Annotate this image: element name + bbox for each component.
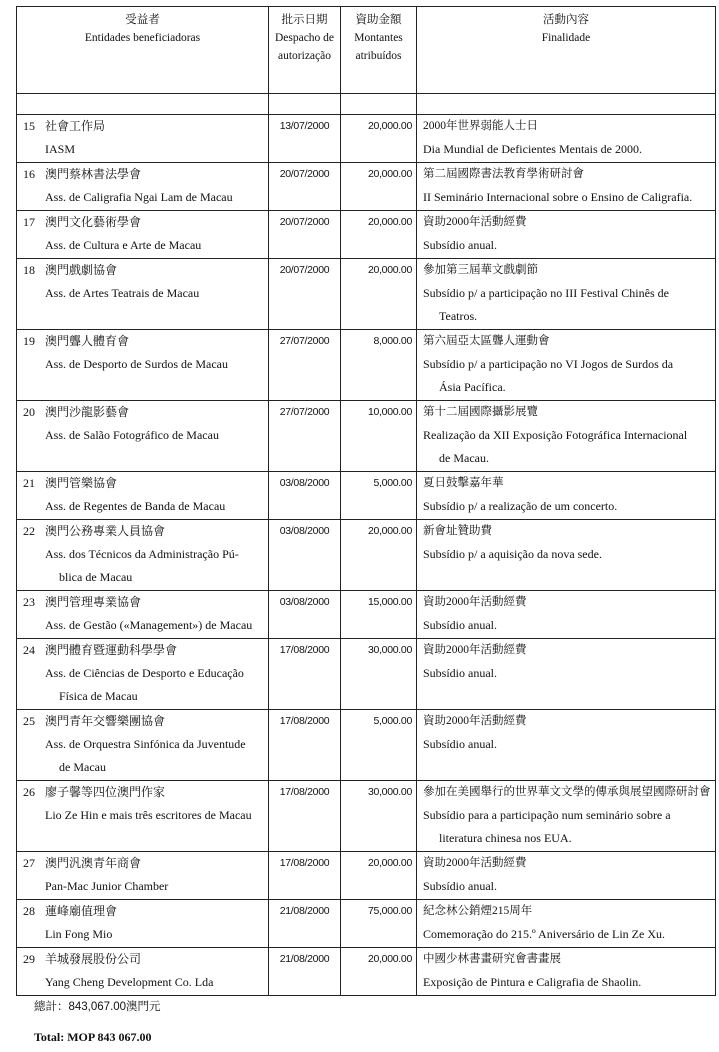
entity-cell	[17, 710, 269, 781]
table-body	[17, 94, 716, 996]
grants-table	[16, 6, 716, 996]
amount-cell: 5,000.00	[341, 710, 417, 781]
header-purpose: 活動內容 Finalidade	[417, 7, 716, 94]
entity-cell	[17, 211, 269, 259]
purpose-pt: Subsídio para a participação num seminário sobre a	[423, 808, 671, 822]
row-number: 16	[23, 167, 35, 181]
purpose-zh: 第二屆國際書法教育學術研討會	[423, 168, 584, 180]
entity-cell	[17, 781, 269, 852]
entity-pt-cont: blica de Macau	[59, 570, 133, 584]
amount-cell: 8,000.00	[341, 330, 417, 401]
entity-pt-cont: Física de Macau	[59, 689, 138, 703]
purpose-zh: 資助2000年活動經費	[423, 644, 527, 656]
date-cell: 17/08/2000	[269, 781, 341, 852]
table-row	[17, 852, 716, 900]
entity-zh: 澳門沙龍影藝會	[45, 405, 130, 419]
purpose-pt: Subsídio anual.	[423, 737, 497, 751]
purpose-pt: Subsídio p/ a aquisição da nova sede.	[423, 547, 602, 561]
entity-pt: Ass. de Desporto de Surdos de Macau	[45, 357, 228, 371]
table-row	[17, 115, 716, 163]
amount-cell: 20,000.00	[341, 163, 417, 211]
purpose-zh: 紀念林公銷煙215周年	[423, 905, 533, 917]
table-row	[17, 710, 716, 781]
table-header	[17, 7, 716, 94]
date-cell: 03/08/2000	[269, 472, 341, 520]
entity-cell	[17, 259, 269, 330]
purpose-zh: 參加第三屆華文戲劇節	[423, 264, 538, 276]
table-row	[17, 520, 716, 591]
purpose-cell	[417, 472, 716, 520]
purpose-pt: Exposição de Pintura e Caligrafia de Shaolin.	[423, 975, 642, 989]
purpose-pt: Dia Mundial de Deficientes Mentais de 2000.	[423, 142, 642, 156]
row-number: 26	[23, 785, 35, 799]
purpose-cell	[417, 520, 716, 591]
purpose-cell	[417, 115, 716, 163]
date-cell: 27/07/2000	[269, 330, 341, 401]
purpose-cell	[417, 781, 716, 852]
purpose-pt: Subsídio anual.	[423, 879, 497, 893]
purpose-pt: Realização da XII Exposição Fotográfica Internacional	[423, 428, 688, 442]
amount-cell: 20,000.00	[341, 948, 417, 996]
entity-pt: Ass. de Artes Teatrais de Macau	[45, 286, 200, 300]
entity-pt: Ass. de Ciências de Desporto e Educação	[45, 666, 244, 680]
table-row	[17, 472, 716, 520]
header-date: 批示日期 Despacho de autorização	[269, 7, 341, 94]
purpose-pt: Subsídio p/ a realização de um concerto.	[423, 499, 618, 513]
row-number: 23	[23, 595, 35, 609]
entity-zh: 澳門戲劇協會	[45, 263, 118, 277]
amount-cell: 20,000.00	[341, 211, 417, 259]
entity-cell	[17, 401, 269, 472]
total-pt: Total: MOP 843 067.00	[34, 1030, 152, 1044]
row-number: 20	[23, 405, 35, 419]
entity-zh: 澳門蔡林書法學會	[45, 167, 142, 181]
row-number: 28	[23, 904, 35, 918]
date-cell: 03/08/2000	[269, 520, 341, 591]
table-row	[17, 259, 716, 330]
purpose-pt-cont: literatura chinesa nos EUA.	[439, 831, 572, 845]
entity-cell	[17, 639, 269, 710]
purpose-pt: Comemoração do 215.º Aniversário de Lin Ze Xu.	[423, 927, 665, 941]
entity-pt: Lin Fong Mio	[45, 927, 113, 941]
date-cell: 20/07/2000	[269, 259, 341, 330]
amount-cell: 20,000.00	[341, 259, 417, 330]
entity-zh: 澳門文化藝術學會	[45, 215, 142, 229]
purpose-cell	[417, 710, 716, 781]
purpose-zh: 第六屆亞太區聾人運動會	[423, 335, 550, 347]
date-cell: 17/08/2000	[269, 852, 341, 900]
purpose-zh: 資助2000年活動經費	[423, 596, 527, 608]
date-cell: 17/08/2000	[269, 639, 341, 710]
header-entity: 受益者 Entidades beneficiadoras	[17, 7, 269, 94]
purpose-pt: Subsídio anual.	[423, 618, 497, 632]
purpose-zh: 參加在美國舉行的世界華文文學的傳承與展望國際研討會	[423, 786, 711, 798]
amount-cell: 15,000.00	[341, 591, 417, 639]
purpose-zh: 夏日鼓擊嘉年華	[423, 477, 504, 489]
amount-cell: 20,000.00	[341, 852, 417, 900]
entity-zh: 澳門管理專業協會	[45, 595, 142, 609]
entity-pt: Yang Cheng Development Co. Lda	[45, 975, 214, 989]
date-cell: 20/07/2000	[269, 211, 341, 259]
entity-pt: Ass. de Caligrafia Ngai Lam de Macau	[45, 190, 233, 204]
purpose-zh: 2000年世界弱能人士日	[423, 120, 538, 132]
amount-cell: 5,000.00	[341, 472, 417, 520]
amount-cell: 10,000.00	[341, 401, 417, 472]
purpose-cell	[417, 639, 716, 710]
row-number: 27	[23, 856, 35, 870]
amount-cell: 30,000.00	[341, 639, 417, 710]
amount-cell: 20,000.00	[341, 115, 417, 163]
purpose-zh: 資助2000年活動經費	[423, 857, 527, 869]
table-row	[17, 591, 716, 639]
table-row	[17, 330, 716, 401]
entity-pt: IASM	[45, 142, 76, 156]
header-amount: 資助金額 Montantes atribuídos	[341, 7, 417, 94]
table-row	[17, 781, 716, 852]
purpose-zh: 新會址贊助費	[423, 525, 492, 537]
total-zh: 總計：843,067.00澳門元	[34, 1001, 161, 1013]
date-cell: 13/07/2000	[269, 115, 341, 163]
entity-pt: Ass. dos Técnicos da Administração Pú-	[45, 547, 239, 561]
totals	[34, 992, 161, 1052]
purpose-pt-cont: Ásia Pacífica.	[439, 380, 506, 394]
amount-cell: 30,000.00	[341, 781, 417, 852]
entity-cell	[17, 115, 269, 163]
purpose-zh: 資助2000年活動經費	[423, 216, 527, 228]
entity-pt: Lio Ze Hin e mais três escritores de Macau	[45, 808, 252, 822]
row-number: 19	[23, 334, 35, 348]
date-cell: 17/08/2000	[269, 710, 341, 781]
row-number: 15	[23, 119, 35, 133]
entity-cell	[17, 163, 269, 211]
table-row	[17, 401, 716, 472]
entity-cell	[17, 948, 269, 996]
purpose-cell	[417, 852, 716, 900]
amount-cell: 20,000.00	[341, 520, 417, 591]
entity-cell	[17, 591, 269, 639]
purpose-cell	[417, 259, 716, 330]
entity-pt: Ass. de Cultura e Arte de Macau	[45, 238, 202, 252]
entity-cell	[17, 900, 269, 948]
purpose-pt: Subsídio p/ a participação no III Festival Chinês de	[423, 286, 669, 300]
entity-zh: 廖子馨等四位澳門作家	[45, 785, 166, 799]
date-cell: 20/07/2000	[269, 163, 341, 211]
entity-zh: 澳門管樂協會	[45, 476, 118, 490]
entity-cell	[17, 520, 269, 591]
row-number: 24	[23, 643, 35, 657]
entity-cell	[17, 330, 269, 401]
spacer-row	[17, 94, 716, 115]
table-row	[17, 211, 716, 259]
entity-pt: Ass. de Salão Fotográfico de Macau	[45, 428, 219, 442]
entity-pt: Pan-Mac Junior Chamber	[45, 879, 169, 893]
amount-cell: 75,000.00	[341, 900, 417, 948]
entity-zh: 澳門公務專業人員協會	[45, 524, 166, 538]
entity-zh: 澳門青年交響樂團協會	[45, 714, 166, 728]
purpose-pt: Subsídio anual.	[423, 238, 497, 252]
entity-cell	[17, 852, 269, 900]
row-number: 17	[23, 215, 35, 229]
entity-pt: Ass. de Gestão («Management») de Macau	[45, 618, 253, 632]
purpose-cell	[417, 330, 716, 401]
entity-zh: 社會工作局	[45, 119, 106, 133]
purpose-cell	[417, 163, 716, 211]
purpose-cell	[417, 401, 716, 472]
date-cell: 21/08/2000	[269, 948, 341, 996]
purpose-pt-cont: Teatros.	[439, 309, 478, 323]
row-number: 25	[23, 714, 35, 728]
entity-zh: 澳門汎澳青年商會	[45, 856, 142, 870]
entity-pt: Ass. de Regentes de Banda de Macau	[45, 499, 226, 513]
entity-zh: 澳門體育暨運動科學學會	[45, 643, 178, 657]
purpose-pt-cont: de Macau.	[439, 451, 489, 465]
purpose-cell	[417, 591, 716, 639]
purpose-cell	[417, 211, 716, 259]
row-number: 18	[23, 263, 35, 277]
purpose-zh: 第十二屆國際攝影展覽	[423, 406, 538, 418]
purpose-cell	[417, 948, 716, 996]
purpose-pt: Subsídio anual.	[423, 666, 497, 680]
table-row	[17, 639, 716, 710]
entity-cell	[17, 472, 269, 520]
row-number: 21	[23, 476, 35, 490]
row-number: 22	[23, 524, 35, 538]
purpose-zh: 資助2000年活動經費	[423, 715, 527, 727]
entity-zh: 蓮峰廟值理會	[45, 904, 118, 918]
purpose-cell	[417, 900, 716, 948]
table-row	[17, 163, 716, 211]
row-number: 29	[23, 952, 35, 966]
table-row	[17, 948, 716, 996]
purpose-pt: Subsídio p/ a participação no VI Jogos de Surdos da	[423, 357, 674, 371]
entity-pt-cont: de Macau	[59, 760, 106, 774]
purpose-zh: 中國少林書畫研究會書畫展	[423, 953, 561, 965]
entity-zh: 澳門聾人體育會	[45, 334, 130, 348]
entity-pt: Ass. de Orquestra Sinfónica da Juventude	[45, 737, 246, 751]
table-row	[17, 900, 716, 948]
date-cell: 27/07/2000	[269, 401, 341, 472]
date-cell: 21/08/2000	[269, 900, 341, 948]
date-cell: 03/08/2000	[269, 591, 341, 639]
purpose-pt: II Seminário Internacional sobre o Ensino de Caligrafia.	[423, 190, 693, 204]
entity-zh: 羊城發展股份公司	[45, 952, 142, 966]
